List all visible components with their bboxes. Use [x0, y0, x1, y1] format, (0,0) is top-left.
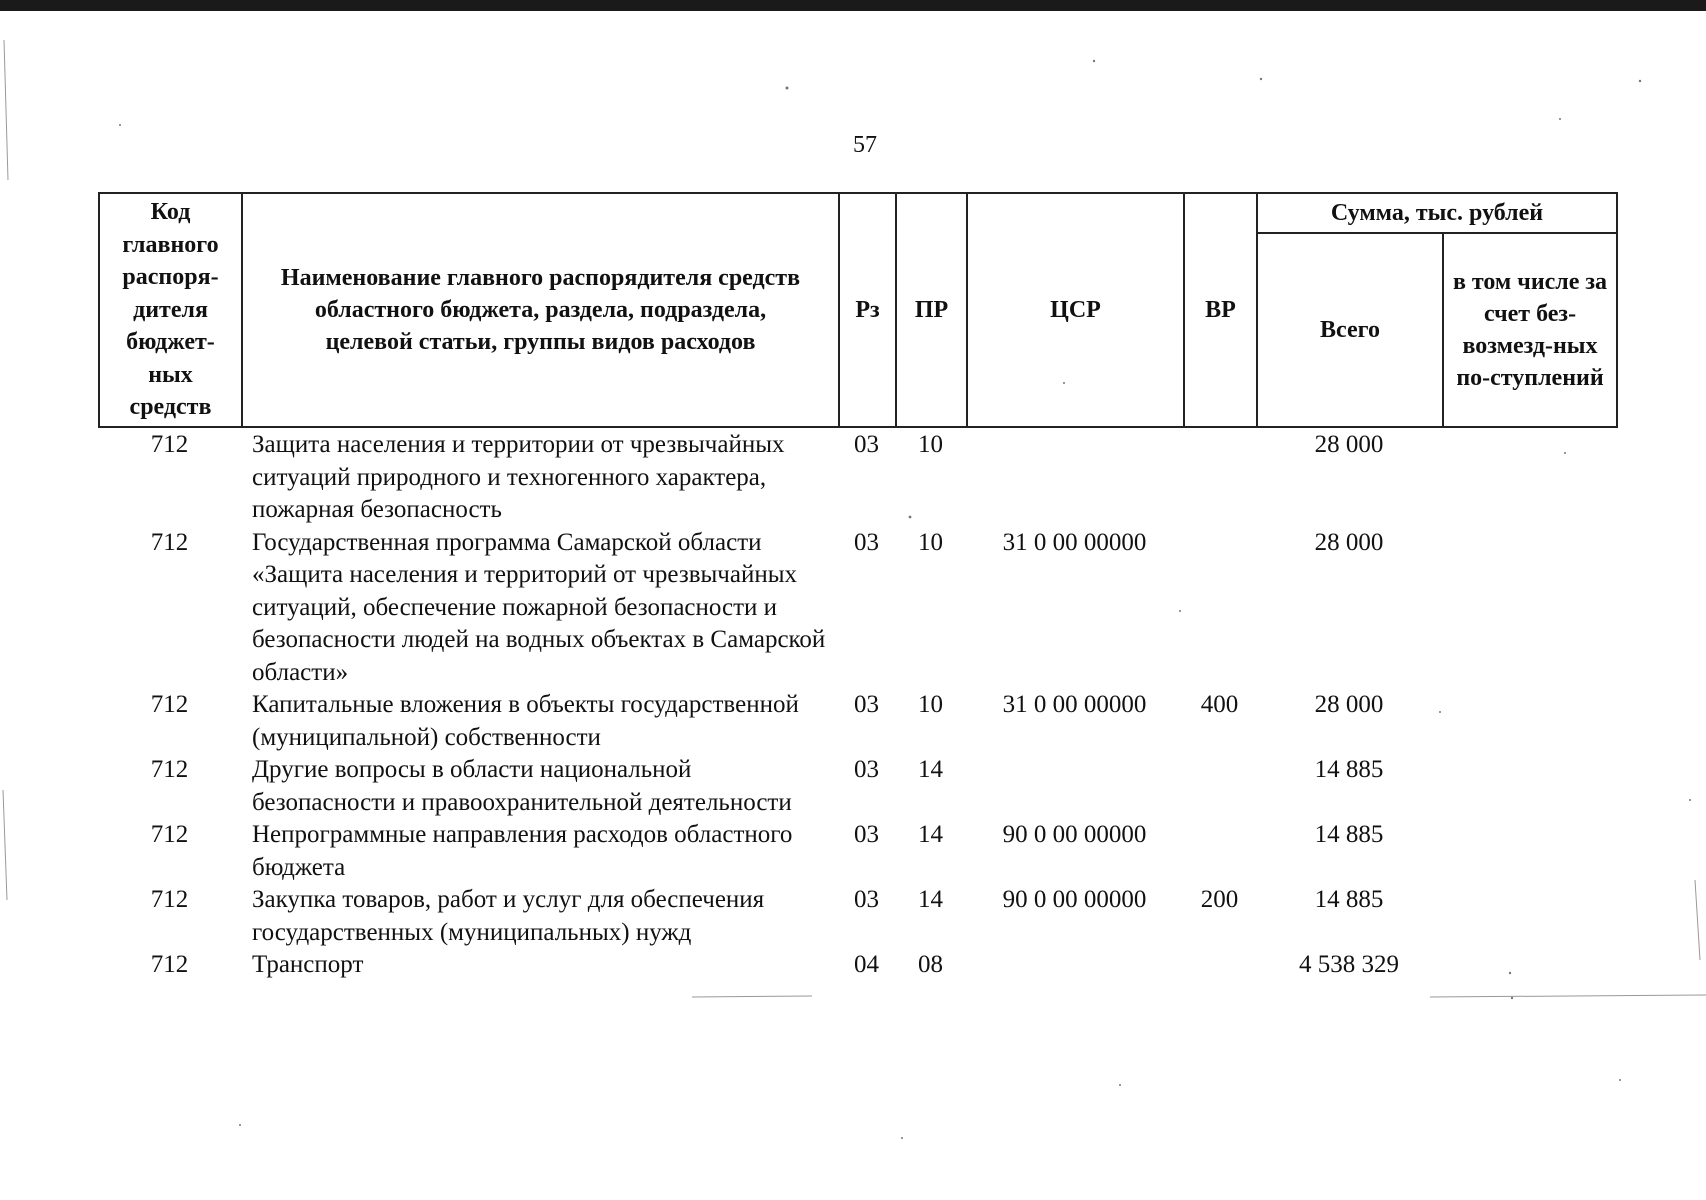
row-code: 712 — [150, 951, 189, 978]
row-rz: 03 — [854, 756, 879, 783]
table-row — [98, 754, 1616, 819]
row-vr — [1183, 754, 1256, 819]
header-vr: ВР — [1184, 193, 1257, 427]
row-incl — [1442, 884, 1616, 949]
row-vr: 200 — [1200, 886, 1239, 913]
row-total: 14 885 — [1314, 886, 1384, 913]
row-code: 712 — [150, 431, 189, 458]
row-total: 14 885 — [1314, 821, 1384, 848]
row-csr: 31 0 00 00000 — [1002, 528, 1147, 556]
row-csr: 90 0 00 00000 — [1002, 886, 1147, 913]
row-vr — [1183, 819, 1256, 884]
row-code: 712 — [150, 528, 189, 556]
row-rz: 04 — [854, 951, 879, 978]
row-rz: 03 — [854, 431, 879, 458]
row-csr — [966, 949, 1183, 982]
row-code: 712 — [150, 756, 189, 783]
table-row — [98, 884, 1616, 949]
header-csr: ЦСР — [967, 193, 1184, 427]
table-row — [98, 429, 1616, 527]
row-incl — [1442, 527, 1616, 690]
row-incl — [1442, 429, 1616, 527]
row-rz: 03 — [854, 691, 879, 718]
row-csr: 31 0 00 00000 — [1002, 691, 1147, 718]
row-pr: 10 — [918, 528, 943, 556]
row-code: 712 — [150, 886, 189, 913]
header-code: Код главного распоря-дителя бюджет-ных средств — [99, 193, 242, 427]
header-pr: ПР — [896, 193, 967, 427]
row-code: 712 — [150, 691, 189, 718]
row-vr: 400 — [1200, 691, 1239, 718]
row-pr: 10 — [918, 691, 943, 718]
header-sum: Сумма, тыс. рублей — [1257, 193, 1617, 233]
row-total: 14 885 — [1314, 756, 1384, 783]
table-row — [98, 819, 1616, 884]
row-incl — [1442, 689, 1616, 754]
budget-table — [98, 429, 1616, 982]
row-name: Закупка товаров, работ и услуг для обеспечения государственных (муниципальных) нужд — [252, 886, 765, 946]
row-incl — [1442, 819, 1616, 884]
row-code: 712 — [150, 821, 189, 848]
row-csr: 90 0 00 00000 — [1002, 821, 1147, 848]
row-total: 28 000 — [1314, 691, 1384, 718]
row-pr: 10 — [918, 431, 943, 458]
row-csr — [966, 754, 1183, 819]
row-rz: 03 — [854, 528, 879, 556]
page-number: 57 — [853, 132, 877, 158]
row-incl — [1442, 754, 1616, 819]
row-name: Транспорт — [252, 951, 364, 978]
row-incl — [1442, 949, 1616, 982]
table-row — [98, 689, 1616, 754]
row-total: 4 538 329 — [1299, 951, 1399, 978]
row-vr — [1183, 949, 1256, 982]
table-header — [98, 192, 1618, 428]
header-name: Наименование главного распорядителя средств областного бюджета, раздела, подраздела, целевой статьи, группы видов расходов — [242, 193, 839, 427]
row-pr: 14 — [918, 886, 943, 913]
row-name: Защита населения и территории от чрезвычайных ситуаций природного и техногенного характера, пожарная безопасность — [252, 431, 785, 523]
row-vr — [1183, 429, 1256, 527]
header-total: Всего — [1257, 233, 1443, 427]
row-pr: 14 — [918, 756, 943, 783]
row-pr: 14 — [918, 821, 943, 848]
row-name: Другие вопросы в области национальной безопасности и правоохранительной деятельности — [252, 756, 792, 816]
row-csr — [966, 429, 1183, 527]
row-total: 28 000 — [1314, 431, 1384, 458]
row-vr — [1183, 527, 1256, 690]
table-row — [98, 949, 1616, 982]
table-row — [98, 527, 1616, 690]
scan-top-border — [0, 0, 1706, 11]
row-rz: 03 — [854, 886, 879, 913]
row-name: Непрограммные направления расходов областного бюджета — [252, 821, 793, 881]
row-pr: 08 — [918, 951, 943, 978]
header-incl: в том числе за счет без-возмезд-ных по-ступлений — [1443, 233, 1617, 427]
row-rz: 03 — [854, 821, 879, 848]
row-name: Капитальные вложения в объекты государственной (муниципальной) собственности — [252, 691, 799, 751]
row-total: 28 000 — [1314, 528, 1384, 556]
row-name: Государственная программа Самарской области «Защита населения и территорий от чрезвычайных ситуаций, обеспечение пожарной безопасности и безопасности людей на водных объектах в Самарской области» — [252, 528, 826, 686]
header-rz: Рз — [839, 193, 896, 427]
